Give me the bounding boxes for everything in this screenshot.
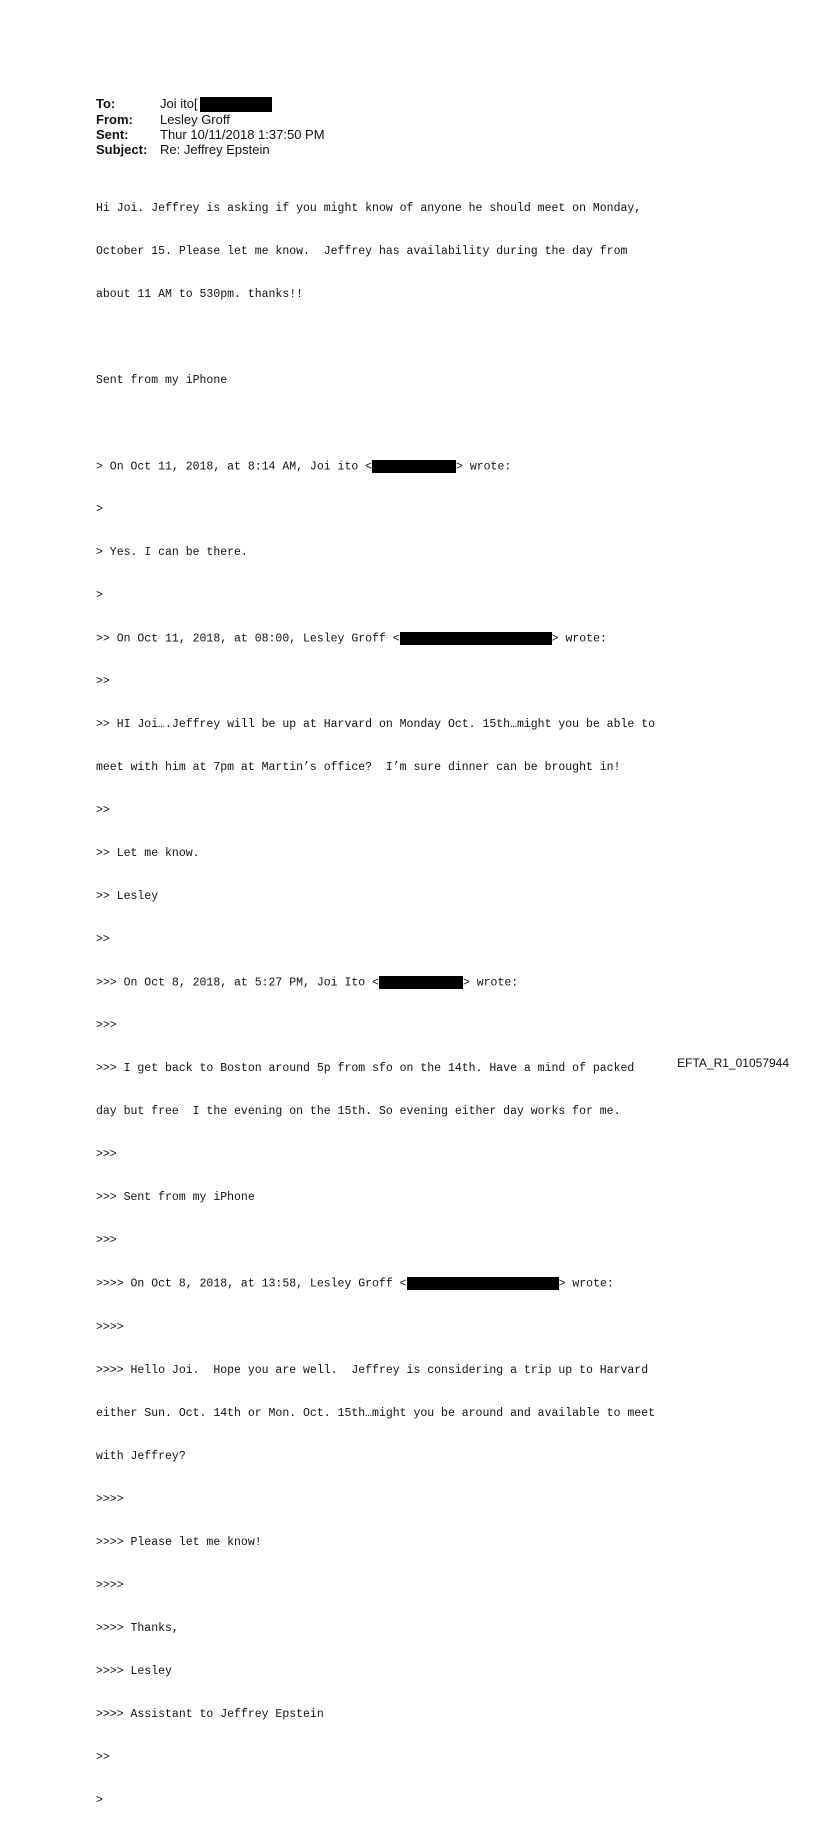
subject-value: Re: Jeffrey Epstein xyxy=(160,142,270,158)
quote-line: >>>> Thanks, xyxy=(96,1621,179,1635)
sent-label: Sent: xyxy=(96,127,129,143)
sent-value: Thur 10/11/2018 1:37:50 PM xyxy=(160,127,325,143)
quote-header-start: >>> On Oct 8, 2018, at 5:27 PM, Joi Ito < xyxy=(96,976,379,990)
document-id: EFTA_R1_01057944 xyxy=(677,1056,789,1070)
redaction-bar xyxy=(200,97,272,112)
quote-line: either Sun. Oct. 14th or Mon. Oct. 15th…might you be around and available to meet xyxy=(96,1406,655,1420)
quote-line: >>>> Assistant to Jeffrey Epstein xyxy=(96,1707,324,1721)
quote-line: >> xyxy=(96,804,110,818)
from-value: Lesley Groff xyxy=(160,112,230,128)
email-header xyxy=(96,96,325,157)
quote-line: >> Let me know. xyxy=(96,847,200,861)
body-line: Sent from my iPhone xyxy=(96,373,228,387)
quote-header-start: > On Oct 11, 2018, at 8:14 AM, Joi ito < xyxy=(96,460,373,474)
quote-header-end: > wrote: xyxy=(558,1278,614,1291)
quote-line: day but free I the evening on the 15th. So evening either day works for me. xyxy=(96,1105,621,1119)
quote-line: with Jeffrey? xyxy=(96,1449,186,1463)
redaction-bar xyxy=(379,976,463,989)
quote-header-line xyxy=(96,632,655,646)
quote-header-start: >>>> On Oct 8, 2018, at 13:58, Lesley Groff < xyxy=(96,1278,407,1291)
quote-header-start: >> On Oct 11, 2018, at 08:00, Lesley Groff < xyxy=(96,632,400,646)
to-label: To: xyxy=(96,96,116,111)
quote-line: >> Lesley xyxy=(96,890,159,904)
redaction-bar xyxy=(372,460,456,473)
quote-header-line xyxy=(96,976,655,990)
quote-line: >>>> xyxy=(96,1492,124,1506)
quote-header-end: > wrote: xyxy=(462,976,519,990)
from-label: From: xyxy=(96,112,133,128)
quote-line: >>> xyxy=(96,1148,117,1162)
to-name: Joi ito[ xyxy=(160,96,198,111)
quote-header-end: > wrote: xyxy=(551,632,607,646)
redaction-bar xyxy=(407,1277,559,1290)
quote-line: >>>> Please let me know! xyxy=(96,1535,262,1549)
quote-header-end: > wrote: xyxy=(456,460,512,474)
to-row xyxy=(96,96,325,112)
body-line: October 15. Please let me know. Jeffrey has availability during the day from xyxy=(96,244,628,258)
quote-line: >>> xyxy=(96,1234,117,1248)
quote-line: > xyxy=(96,502,103,516)
subject-row xyxy=(96,142,325,157)
quote-line: >> xyxy=(96,675,110,689)
quote-line: >> HI Joi….Jeffrey will be up at Harvard on Monday Oct. 15th…might you be able to xyxy=(96,718,655,732)
quote-line: >>> xyxy=(96,1019,117,1033)
quote-line: >>>> Lesley xyxy=(96,1664,172,1678)
subject-label: Subject: xyxy=(96,142,148,158)
quote-line: >>>> Hello Joi. Hope you are well. Jeffrey is considering a trip up to Harvard xyxy=(96,1363,649,1377)
blank-line xyxy=(96,331,655,345)
quote-header-line xyxy=(96,1277,655,1291)
quote-line: >> xyxy=(96,933,110,947)
sent-row xyxy=(96,127,325,142)
from-row xyxy=(96,112,325,127)
email-body xyxy=(96,173,655,1823)
quote-line: > Yes. I can be there. xyxy=(96,545,248,559)
quote-line: >>>> xyxy=(96,1578,124,1592)
quote-header-line xyxy=(96,460,655,474)
blank-line xyxy=(96,417,655,431)
quote-line: >> xyxy=(96,1750,110,1764)
quote-line: > xyxy=(96,588,103,602)
quote-line: meet with him at 7pm at Martin’s office? I’m sure dinner can be brought in! xyxy=(96,761,621,775)
quote-line: > xyxy=(96,1793,103,1807)
quote-line: >>>> xyxy=(96,1320,124,1334)
quote-line: >>> I get back to Boston around 5p from sfo on the 14th. Have a mind of packed xyxy=(96,1062,635,1076)
body-line: Hi Joi. Jeffrey is asking if you might know of anyone he should meet on Monday, xyxy=(96,201,642,215)
quote-line: >>> Sent from my iPhone xyxy=(96,1191,255,1205)
redaction-bar xyxy=(400,632,552,645)
to-value xyxy=(160,96,272,112)
body-line: about 11 AM to 530pm. thanks!! xyxy=(96,287,304,301)
